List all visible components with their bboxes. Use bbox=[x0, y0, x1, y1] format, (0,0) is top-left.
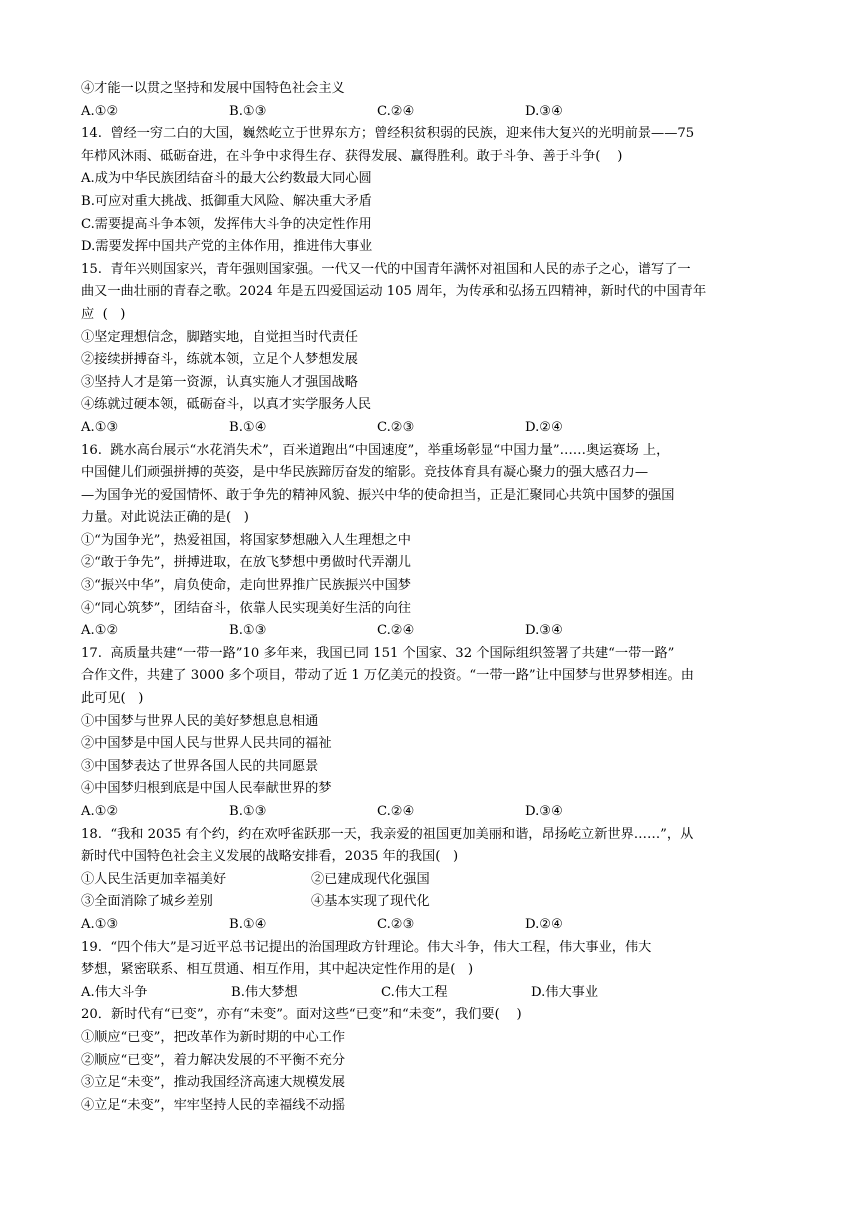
q13-option-d: D.③④ bbox=[525, 103, 563, 119]
q16-stem-1: 16. 跳水高台展示“水花消失术”，百米道跑出“中国速度”，举重场彰显“中国力量”……奥运赛场 上， bbox=[81, 442, 670, 458]
q18-item-2: ②已建成现代化强国 bbox=[311, 871, 430, 887]
q16-options bbox=[81, 620, 781, 643]
q18-item-4: ④基本实现了现代化 bbox=[311, 894, 430, 910]
q18-options bbox=[81, 914, 781, 937]
q15-stem-1: 15. 青年兴则国家兴，青年强则国家强。一代又一代的中国青年满怀对祖国和人民的赤子之心，谱写了一 bbox=[81, 261, 691, 277]
q14-option-d: D.需要发挥中国共产党的主体作用，推进伟大事业 bbox=[81, 239, 373, 255]
q19-stem-2: 梦想，紧密联系、相互贯通、相互作用，其中起决定性作用的是( ) bbox=[81, 962, 474, 978]
q18-stem-2: 新时代中国特色社会主义发展的战略安排看，2035 年的我国( ) bbox=[81, 849, 459, 865]
q19-stem-1: 19. “四个伟大”是习近平总书记提出的治国理政方针理论。伟大斗争，伟大工程，伟大事业，伟大 bbox=[81, 939, 652, 955]
q17-stem-1: 17. 高质量共建“一带一路”10 多年来，我国已同 151 个国家、32 个国际组织签署了共建“一带一路” bbox=[81, 645, 675, 661]
q16-item-4: ④“同心筑梦”，团结奋斗，依靠人民实现美好生活的向往 bbox=[81, 600, 411, 616]
q15-option-c: C.②③ bbox=[377, 419, 415, 435]
q19-option-a: A.伟大斗争 bbox=[81, 984, 148, 1000]
q18-items-row-2 bbox=[81, 891, 781, 914]
q17-option-c: C.②④ bbox=[377, 804, 415, 819]
q19-option-c: C.伟大工程 bbox=[381, 984, 448, 1000]
q15-item-4: ④练就过硬本领，砥砺奋斗，以真才实学服务人民 bbox=[81, 397, 372, 413]
q15-stem-3: 应 ( ) bbox=[81, 306, 126, 322]
q15-options bbox=[81, 417, 781, 440]
q15-option-d: D.②④ bbox=[525, 419, 563, 435]
q14-option-b: B.可应对重大挑战、抵御重大风险、解决重大矛盾 bbox=[81, 193, 372, 209]
q17-item-1: ①中国梦与世界人民的美好梦想息息相通 bbox=[81, 713, 319, 729]
q20-item-3: ③立足“未变”，推动我国经济高速大规模发展 bbox=[81, 1075, 346, 1091]
q13-option-c: C.②④ bbox=[377, 103, 415, 119]
q20-item-2: ②顺应“已变”，着力解决发展的不平衡不充分 bbox=[81, 1052, 346, 1068]
q16-stem-4: 力量。对此说法正确的是( ) bbox=[81, 510, 249, 526]
q15-item-3: ③坚持人才是第一资源，认真实施人才强国战略 bbox=[81, 374, 358, 390]
q13-option-a: A.①② bbox=[81, 103, 119, 119]
q15-stem-2: 曲又一曲壮丽的青春之歌。2024 年是五四爱国运动 105 周年，为传承和弘扬五四精神，新时代的中国青年 bbox=[81, 284, 707, 300]
q16-stem-2: 中国健儿们顽强拼搏的英姿，是中华民族蹄厉奋发的缩影。竞技体育具有凝心聚力的强大感召力— bbox=[81, 465, 649, 481]
q14-option-a: A.成为中华民族团结奋斗的最大公约数最大同心圆 bbox=[81, 171, 372, 187]
q14-stem-1: 14. 曾经一穷二白的大国，巍然屹立于世界东方；曾经积贫积弱的民族，迎来伟大复兴的光明前景——75 bbox=[81, 126, 695, 142]
q16-item-3: ③“振兴中华”，肩负使命，走向世界推广民族振兴中国梦 bbox=[81, 578, 411, 594]
q16-item-1: ①“为国争光”，热爱祖国，将国家梦想融入人生理想之中 bbox=[81, 532, 411, 548]
q19-options bbox=[81, 982, 781, 1005]
q20-stem: 20．新时代有“已变”，亦有“未变”。面对这些“已变”和“未变”，我们要( ) bbox=[81, 1007, 522, 1023]
q20-item-4: ④立足“未变”，牢牢坚持人民的幸福线不动摇 bbox=[81, 1097, 346, 1113]
q16-option-b: B.①③ bbox=[229, 623, 267, 639]
q18-items-row-1 bbox=[81, 869, 781, 892]
q16-stem-3: —为国争光的爱国情怀、敢于争先的精神风貌、振兴中华的使命担当，正是汇聚同心共筑中国梦的强国 bbox=[81, 487, 675, 503]
q18-option-c: C.②③ bbox=[377, 916, 415, 932]
q16-option-d: D.③④ bbox=[525, 623, 563, 639]
q15-option-a: A.①③ bbox=[81, 419, 119, 435]
q15-option-b: B.①④ bbox=[229, 419, 267, 435]
q17-option-a: A.①② bbox=[81, 804, 119, 819]
q17-item-2: ②中国梦是中国人民与世界人民共同的福祉 bbox=[81, 736, 332, 752]
q18-option-a: A.①③ bbox=[81, 916, 119, 932]
q14-stem-2: 年栉风沐雨、砥砺奋进，在斗争中求得生存、获得发展、赢得胜利。敢于斗争、善于斗争( ) bbox=[81, 148, 623, 164]
q17-stem-2: 合作文件，共建了 3000 多个项目，带动了近 1 万亿美元的投资。“一带一路”让中国梦与世界梦相连。由 bbox=[81, 668, 694, 684]
q15-item-1: ①坚定理想信念，脚踏实地，自觉担当时代责任 bbox=[81, 329, 358, 345]
q18-stem-1: 18. “我和 2035 有个约，约在欢呼雀跃那一天，我亲爱的祖国更加美丽和谐，昂扬屹立新世界……”，从 bbox=[81, 826, 694, 842]
q18-item-3: ③全面消除了城乡差别 bbox=[81, 894, 213, 910]
q17-item-3: ③中国梦表达了世界各国人民的共同愿景 bbox=[81, 758, 319, 774]
q13-options bbox=[81, 101, 781, 124]
exam-page bbox=[81, 78, 781, 1117]
q16-item-2: ②“敢于争先”，拼搏进取，在放飞梦想中勇做时代弄潮儿 bbox=[81, 555, 411, 571]
q13-option-b: B.①③ bbox=[229, 103, 267, 119]
q20-item-1: ①顺应“已变”，把改革作为新时期的中心工作 bbox=[81, 1029, 346, 1045]
q19-option-b: B.伟大梦想 bbox=[231, 984, 298, 1000]
q17-stem-3: 此可见( ) bbox=[81, 691, 144, 707]
q16-option-c: C.②④ bbox=[377, 623, 415, 639]
q17-options bbox=[81, 801, 781, 824]
q19-option-d: D.伟大事业 bbox=[531, 984, 599, 1000]
q14-option-c: C.需要提高斗争本领，发挥伟大斗争的决定性作用 bbox=[81, 216, 372, 232]
q18-option-b: B.①④ bbox=[229, 916, 267, 932]
q17-option-d: D.③④ bbox=[525, 804, 563, 819]
q17-option-b: B.①③ bbox=[229, 804, 267, 819]
q16-option-a: A.①② bbox=[81, 623, 119, 639]
q15-item-2: ②接续拼搏奋斗，练就本领，立足个人梦想发展 bbox=[81, 352, 358, 368]
q18-item-1: ①人民生活更加幸福美好 bbox=[81, 871, 227, 887]
q18-option-d: D.②④ bbox=[525, 916, 563, 932]
q13-item-4: ④才能一以贯之坚持和发展中国特色社会主义 bbox=[81, 81, 345, 96]
q17-item-4: ④中国梦归根到底是中国人民奉献世界的梦 bbox=[81, 781, 332, 797]
